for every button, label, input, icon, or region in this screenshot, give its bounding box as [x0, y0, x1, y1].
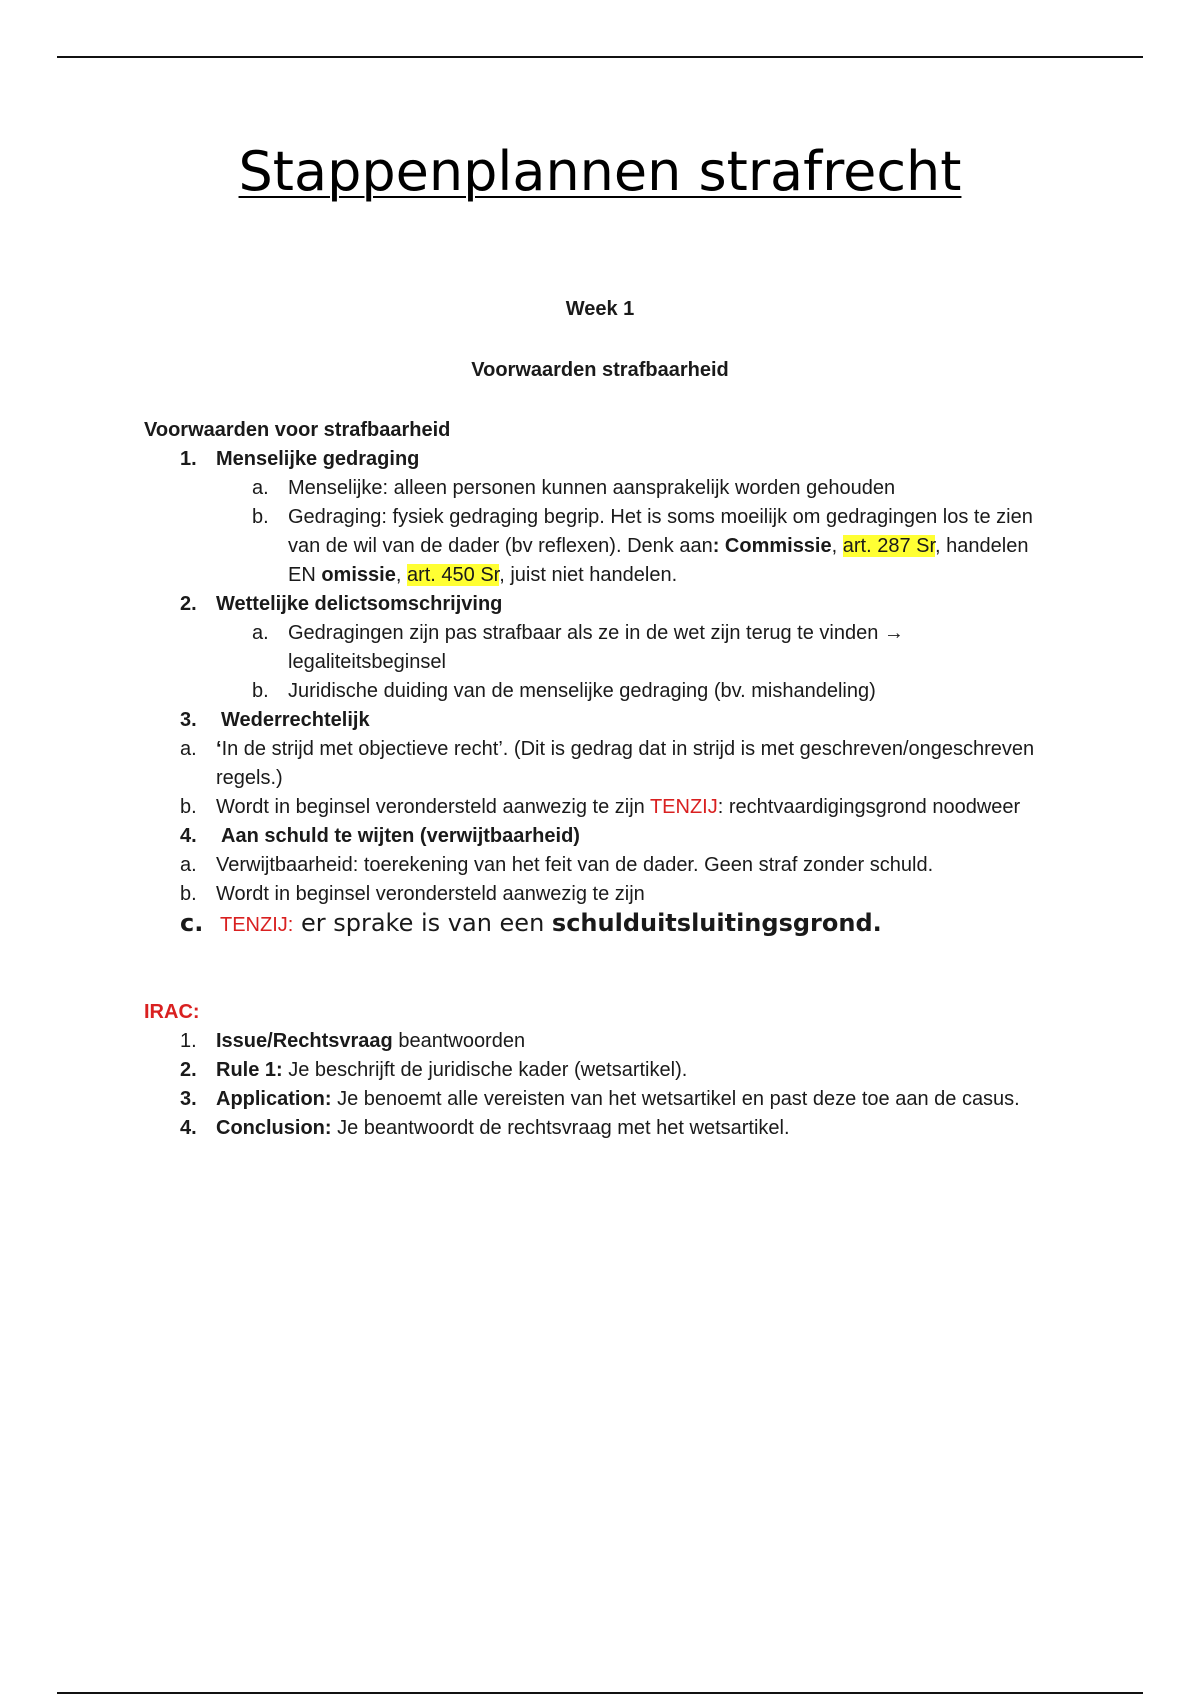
week-heading: Week 1 — [565, 298, 635, 320]
top-rule — [57, 56, 1143, 58]
commissie-term: : Commissie — [712, 535, 832, 557]
section-subtitle: Voorwaarden strafbaarheid — [471, 359, 729, 381]
sub-list-letter: b. — [252, 506, 269, 528]
list-item — [144, 1056, 1044, 1085]
text-run: er sprake is van een — [293, 909, 552, 937]
list-label: Wettelijke delictsomschrijving — [216, 593, 503, 615]
sub-list-item — [144, 909, 1044, 940]
sub-list-letter: b. — [252, 680, 269, 702]
list-label: Issue/Rechtsvraag — [216, 1030, 393, 1052]
sub-list-letter: c. — [180, 909, 204, 937]
list-label: Rule 1: — [216, 1059, 283, 1081]
tenzij-keyword: TENZIJ — [649, 796, 718, 818]
list-number: 3. — [180, 1088, 197, 1110]
text-run: In de strijd met objectieve recht’. (Dit is gedrag dat in strijd is met geschreven/ongeschreven regels.) — [216, 738, 1035, 789]
list-number: 1. — [180, 1030, 197, 1052]
list-number: 2. — [180, 593, 197, 615]
tenzij-keyword: TENZIJ: — [220, 914, 294, 936]
sub-list-item — [144, 880, 1044, 909]
section-heading: Voorwaarden voor strafbaarheid — [144, 419, 451, 441]
sub-list-text — [216, 735, 1044, 793]
list-number: 4. — [180, 1117, 197, 1139]
list-item — [144, 445, 1044, 474]
sub-list-letter: b. — [180, 883, 197, 905]
text-run: Je benoemt alle vereisten van het wetsartikel en past deze toe aan de casus. — [331, 1088, 1020, 1110]
document-body — [144, 416, 1044, 1143]
text-run: Je beantwoordt de rechtsvraag met het wetsartikel. — [331, 1117, 790, 1139]
list-label: Menselijke gedraging — [216, 448, 420, 470]
text-run: Gedraging: fysiek gedraging begrip. Het is soms moeilijk om gedragingen los te zien van de wil van de dader (bv reflexen). Denk aan — [288, 506, 1033, 557]
list-number: 4. — [180, 825, 197, 847]
bottom-rule — [57, 1692, 1143, 1694]
list-number: 1. — [180, 448, 197, 470]
text-run: Wordt in beginsel verondersteld aanwezig te zijn — [216, 796, 650, 818]
text-run: , handelen EN — [288, 535, 1029, 586]
text-run: , — [395, 564, 407, 586]
sub-list-letter: a. — [252, 477, 269, 499]
text-run: Je beschrijft de juridische kader (wetsartikel). — [282, 1059, 688, 1081]
sub-list-text: Verwijtbaarheid: toerekening van het feit van de dader. Geen straf zonder schuld. — [216, 854, 934, 876]
list-text — [216, 1085, 1044, 1114]
sub-list-item — [144, 619, 1044, 677]
sub-list-text: Menselijke: alleen personen kunnen aansprakelijk worden gehouden — [288, 477, 896, 499]
text-run: , juist niet handelen. — [499, 564, 678, 586]
sub-list-letter: b. — [180, 796, 197, 818]
sub-list-letter: a. — [252, 622, 269, 644]
list-item — [144, 590, 1044, 619]
sub-list-text: Juridische duiding van de menselijke gedraging (bv. mishandeling) — [288, 680, 876, 702]
highlighted-article: art. 450 Sr — [406, 564, 500, 586]
list-label: Application: — [216, 1088, 332, 1110]
list-number: 2. — [180, 1059, 197, 1081]
page-title: Stappenplannen strafrecht — [238, 140, 962, 203]
text-run: : rechtvaardigingsgrond noodweer — [717, 796, 1021, 818]
text-run: schulduitsluitingsgrond. — [551, 909, 882, 937]
sub-list-letter: a. — [180, 738, 197, 760]
list-item — [144, 1114, 1044, 1143]
sub-list-item — [144, 735, 1044, 793]
sub-list-item — [144, 677, 1044, 706]
sub-list-text: Wordt in beginsel verondersteld aanwezig te zijn — [216, 883, 645, 905]
sub-list-item — [144, 474, 1044, 503]
list-item — [144, 1085, 1044, 1114]
sub-list-item — [144, 503, 1044, 590]
text-run: beantwoorden — [392, 1030, 526, 1052]
list-number: 3. — [180, 709, 197, 731]
list-label: Conclusion: — [216, 1117, 332, 1139]
list-item — [144, 1027, 1044, 1056]
list-item — [144, 822, 1044, 851]
list-text — [216, 1114, 1044, 1143]
list-label: Wederrechtelijk — [221, 709, 370, 731]
sub-list-text: Gedragingen zijn pas strafbaar als ze in de wet zijn terug te vinden → legaliteitsbeginsel — [288, 622, 904, 673]
sub-list-text — [216, 909, 1044, 940]
sub-list-text — [216, 793, 1044, 822]
list-text — [216, 1027, 1044, 1056]
highlighted-article: art. 287 Sr — [842, 535, 936, 557]
list-item — [144, 706, 1044, 735]
sub-list-item — [144, 793, 1044, 822]
sub-list-letter: a. — [180, 854, 197, 876]
sub-list-text — [288, 503, 1044, 590]
omissie-term: omissie — [321, 564, 396, 586]
irac-heading: IRAC: — [144, 1001, 200, 1023]
text-run: ‘ — [216, 738, 222, 760]
list-label: Aan schuld te wijten (verwijtbaarheid) — [221, 825, 580, 847]
list-text — [216, 1056, 1044, 1085]
sub-list-item — [144, 851, 1044, 880]
text-run: , — [831, 535, 843, 557]
